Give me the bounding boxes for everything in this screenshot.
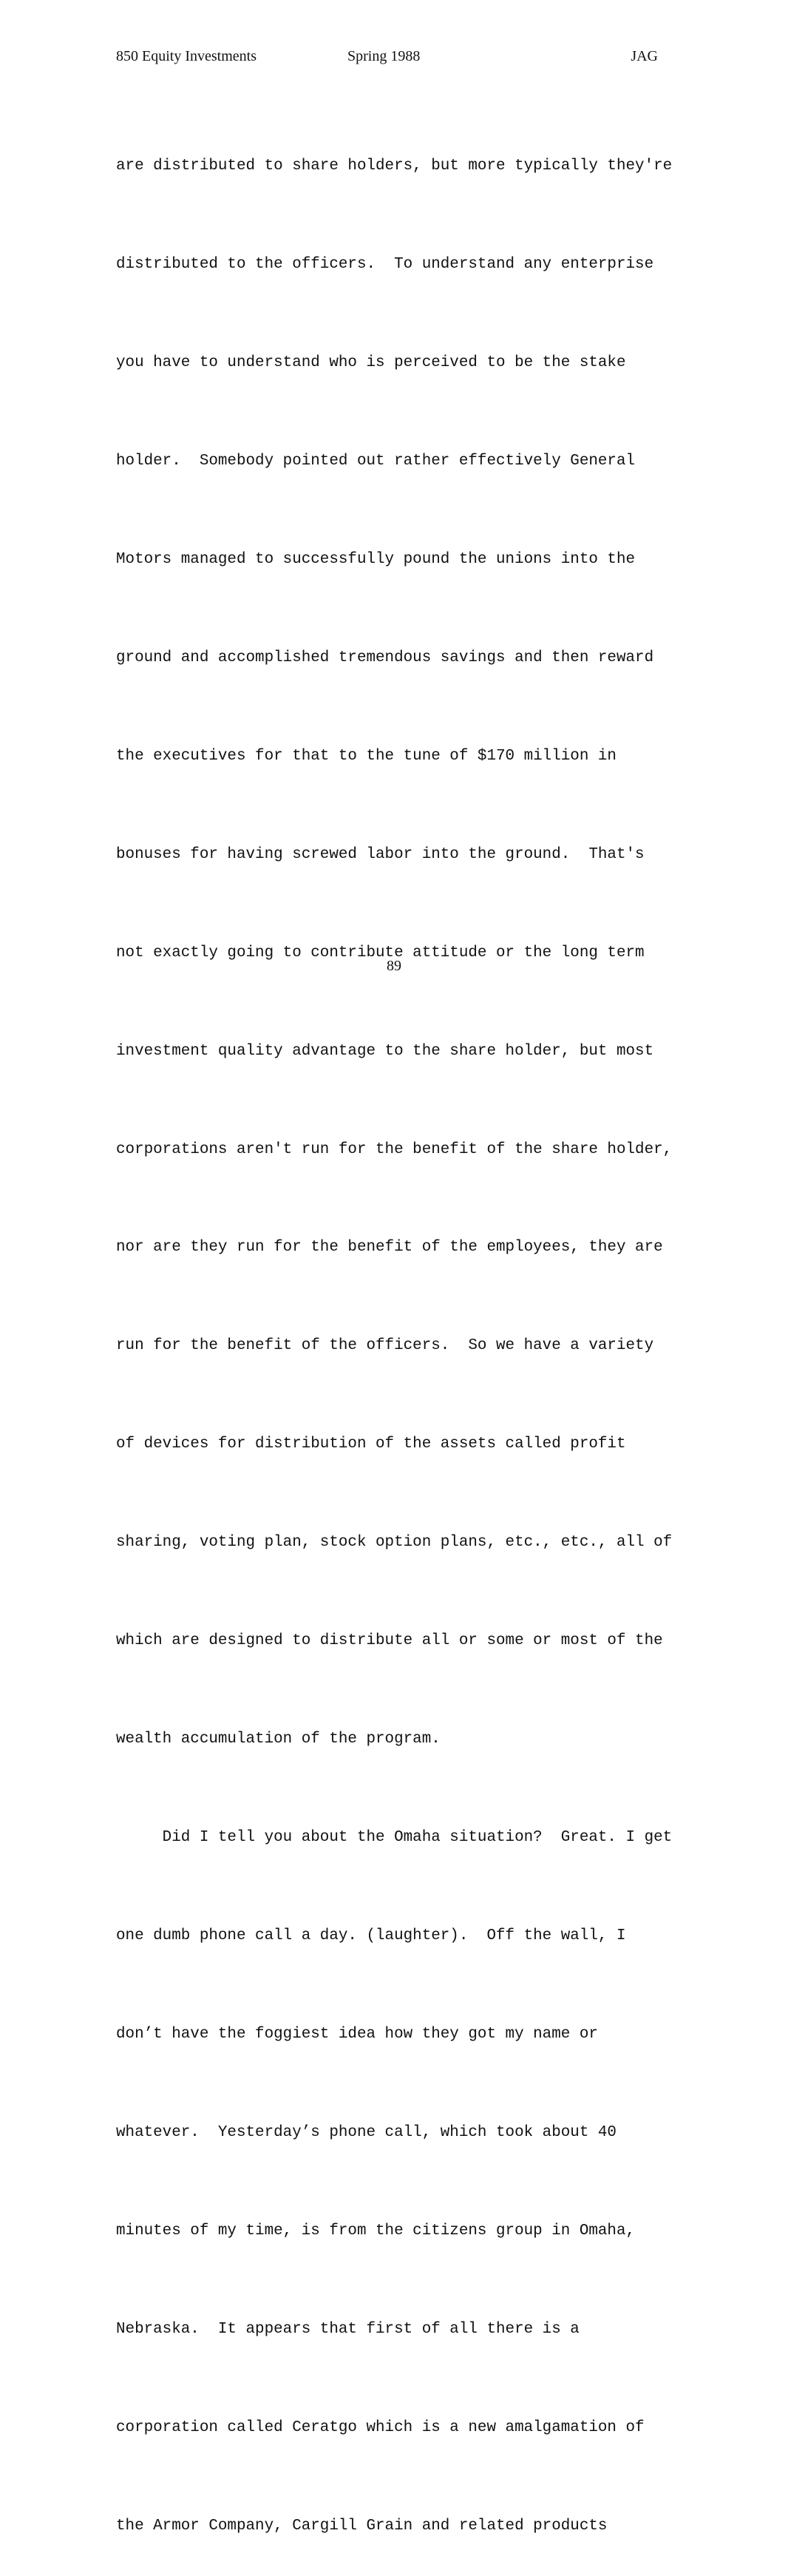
text-line: one dumb phone call a day. (laughter). Off the wall, I [116, 1927, 626, 1945]
text-line: nor are they run for the benefit of the employees, they are [116, 1239, 663, 1257]
text-line: ground and accomplished tremendous savings and then reward [116, 649, 654, 666]
text-line: whatever. Yesterday’s phone call, which took about 40 [116, 2124, 617, 2142]
text-line: bonuses for having screwed labor into the ground. That's [116, 845, 645, 863]
text-line: don’t have the foggiest idea how they got my name or [116, 2026, 598, 2043]
text-line: Did I tell you about the Omaha situation? Great. I get [116, 1829, 673, 1847]
text-line: investment quality advantage to the share holder, but most [116, 1042, 654, 1060]
text-line: corporations aren't run for the benefit of the share holder, [116, 1140, 673, 1158]
text-line: the Armor Company, Cargill Grain and related products [116, 2518, 608, 2535]
text-line: the executives for that to the tune of $170 million in [116, 747, 617, 765]
text-line: of devices for distribution of the assets called profit [116, 1436, 626, 1453]
text-line: distributed to the officers. To understand any enterprise [116, 255, 654, 273]
text-line: Motors managed to successfully pound the unions into the [116, 550, 636, 568]
text-line: you have to understand who is perceived to be the stake [116, 354, 626, 371]
text-line: minutes of my time, is from the citizens group in Omaha, [116, 2222, 636, 2240]
page-footer [0, 956, 788, 976]
text-line: are distributed to share holders, but more typically they're [116, 157, 673, 175]
text-line: wealth accumulation of the program. [116, 1731, 441, 1748]
header-term: Spring 1988 [347, 48, 421, 64]
text-line: not exactly going to contribute attitude or the long term [116, 944, 645, 961]
page-number: 89 [387, 958, 401, 974]
text-line: sharing, voting plan, stock option plans, etc., etc., all of [116, 1534, 673, 1552]
text-line: which are designed to distribute all or some or most of the [116, 1632, 663, 1650]
text-line: run for the benefit of the officers. So we have a variety [116, 1337, 654, 1355]
text-line: Nebraska. It appears that first of all there is a [116, 2321, 580, 2339]
text-line: corporation called Ceratgo which is a new amalgamation of [116, 2419, 645, 2437]
header-course-title: 850 Equity Investments [116, 48, 257, 64]
transcript-body [116, 84, 678, 2576]
header-author-initials: JAG [631, 48, 658, 64]
text-line: holder. Somebody pointed out rather effectively General [116, 452, 636, 470]
page-header [116, 46, 663, 67]
